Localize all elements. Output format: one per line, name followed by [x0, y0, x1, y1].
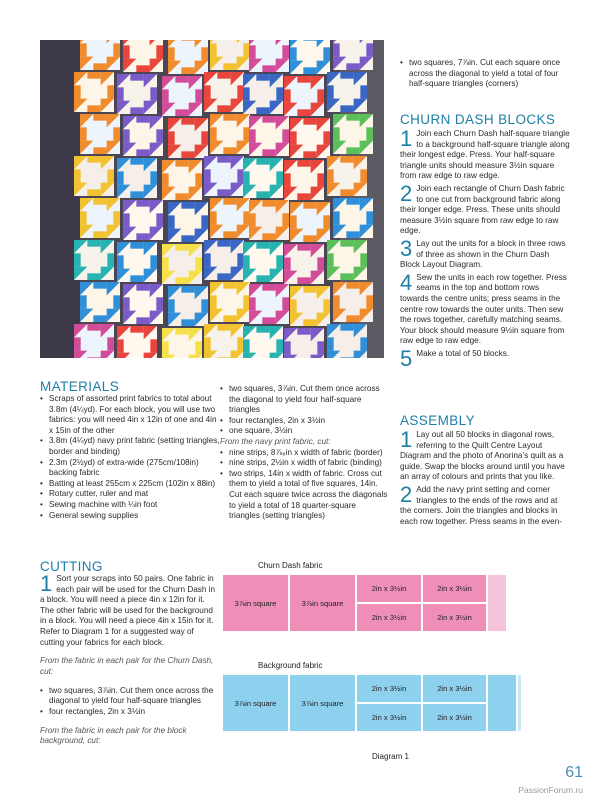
list-item: • Scraps of assorted print fabrics to total about 3.8m (4¼yd). For each block, you will use two fabrics: you will need 4in x 12in of one and 4in x 15in of the other	[40, 394, 220, 436]
quilt-block	[327, 72, 367, 112]
quilt-block	[327, 156, 367, 196]
square-piece: 3⅞in square	[289, 674, 356, 732]
materials-list	[40, 394, 220, 521]
quilt-block	[123, 200, 163, 240]
fabric-remainder	[517, 674, 522, 732]
cutting-section	[40, 559, 216, 755]
navy-note: From the navy print fabric, cut:	[220, 436, 331, 446]
quilt-block	[249, 284, 289, 324]
page-number: 61	[565, 764, 583, 781]
cutting-step-1	[40, 571, 216, 648]
rect-piece: 2in x 3½in	[422, 674, 487, 703]
quilt-block	[162, 244, 202, 284]
step-number: 2	[400, 180, 413, 206]
quilt-block	[284, 76, 324, 116]
quilt-block	[210, 114, 250, 154]
watermark: PassionForum.ru	[518, 785, 583, 795]
diagram-caption: Diagram 1	[372, 752, 409, 761]
quilt-block	[290, 40, 330, 74]
cutting-note-1: From the fabric in each pair for the Churn Dash, cut:	[40, 656, 214, 676]
rect-piece: 2in x 3½in	[356, 574, 422, 603]
quilt-block	[210, 282, 250, 322]
quilt-block	[117, 158, 157, 198]
churn-step-5	[400, 345, 570, 371]
quilt-block	[249, 116, 289, 156]
list-item: • four rectangles, 2in x 3½in	[40, 707, 216, 718]
quilt-block	[162, 328, 202, 358]
step-text: Sew the units in each row together. Press seams in the top and bottom rows towards the centre units; press seams in the centre row towards the outer units. Then sew the rows together, carefully matching seams. Your block should measure 9½in square from raw edge to raw edge.	[400, 272, 567, 346]
materials-section	[40, 379, 220, 521]
step-number: 1	[400, 427, 413, 452]
quilt-block	[210, 40, 250, 70]
quilt-block	[168, 40, 208, 74]
list-item: • nine strips, 2½in x width of fabric (binding)	[220, 458, 388, 469]
rect-piece: 2in x 3½in	[356, 603, 422, 632]
quilt-block	[74, 240, 114, 280]
quilt-block	[333, 40, 373, 70]
quilt-block	[204, 156, 244, 196]
quilt-block	[80, 114, 120, 154]
quilt-block	[249, 200, 289, 240]
churn-step-2	[400, 180, 570, 237]
quilt-block	[204, 72, 244, 112]
assembly-step-1	[400, 427, 570, 483]
step-number: 1	[400, 126, 413, 151]
quilt-block	[168, 118, 208, 158]
square-piece: 3⅞in square	[222, 674, 289, 732]
list-item: • Rotary cutter, ruler and mat	[40, 489, 220, 500]
materials-heading: MATERIALS	[40, 379, 120, 394]
step-text: Sort your scraps into 50 pairs. One fabric in each pair will be used for the Churn Dash in a block. You will need a piece 4in x 12in for it. The other fabric will be used for the background in a block. You will need a piece 4in x 15in for it. Refer to Diagram 1 for a suggested way of cutting your fabrics for each block.	[40, 574, 216, 647]
list-item: • Sewing machine with ¼in foot	[40, 500, 220, 511]
quilt-block	[210, 198, 250, 238]
quilt-block	[80, 198, 120, 238]
diagram-1	[222, 558, 522, 768]
quilt-block	[80, 282, 120, 322]
list-item: • two squares, 3⅞in. Cut them once across the diagonal to yield four half-square triangles	[220, 384, 388, 416]
list-item: • 3.8m (4¼yd) navy print fabric (setting triangles, border and binding)	[40, 436, 220, 457]
quilt-block	[284, 244, 324, 284]
step-number: 1	[40, 571, 53, 596]
quilt-block	[204, 324, 244, 358]
quilt-block	[243, 74, 283, 114]
churn-step-1	[400, 126, 570, 182]
square-piece: 3⅞in square	[222, 574, 289, 632]
churn-step-4	[400, 269, 570, 347]
rect-piece: 2in x 3½in	[422, 603, 487, 632]
list-item: • 2.3m (2½yd) of extra-wide (275cm/108in) backing fabric	[40, 458, 220, 479]
rect-piece: 2in x 3½in	[422, 703, 487, 732]
step-number: 3	[400, 235, 413, 261]
quilt-block	[243, 158, 283, 198]
rect-piece: 2in x 3½in	[422, 574, 487, 603]
quilt-block	[123, 284, 163, 324]
quilt-block	[290, 118, 330, 158]
churn-step-3	[400, 235, 570, 271]
quilt-illustration	[40, 40, 384, 358]
background-fabric-label: Background fabric	[258, 661, 323, 670]
quilt-block	[162, 160, 202, 200]
list-item: • four rectangles, 2in x 3½in	[220, 416, 388, 427]
list-item: • General sewing supplies	[40, 511, 220, 522]
churn-dash-heading: CHURN DASH BLOCKS	[400, 112, 556, 127]
quilt-block	[243, 326, 283, 358]
quilt-block	[333, 198, 373, 238]
quilt-block	[290, 286, 330, 326]
cutting-heading: CUTTING	[40, 559, 103, 574]
quilt-block	[117, 326, 157, 358]
quilt-block	[117, 242, 157, 282]
quilt-block	[333, 282, 373, 322]
assembly-step-2	[400, 481, 570, 527]
quilt-block	[117, 74, 157, 114]
quilt-block	[74, 72, 114, 112]
rect-piece: 2in x 3½in	[356, 703, 422, 732]
square-piece-small	[487, 674, 517, 732]
list-item: • two squares, 3⅞in. Cut them once across the diagonal to yield four half-square triangles	[40, 686, 216, 707]
step-text: Lay out all 50 blocks in diagonal rows, referring to the Quilt Centre Layout Diagram and the photo of Anorina’s quilt as a guide. Swap the blocks around until you have an array of colours and prints that you like.	[400, 430, 565, 482]
quilt-block	[168, 202, 208, 242]
quilt-block	[327, 240, 367, 280]
quilt-photo	[40, 40, 384, 358]
rect-piece: 2in x 3½in	[356, 674, 422, 703]
quilt-block	[162, 76, 202, 116]
step-text: Lay out the units for a block in three rows of three as shown in the Churn Dash Block Layout Diagram.	[400, 238, 566, 270]
assembly-section	[400, 413, 570, 527]
quilt-block	[74, 324, 114, 358]
materials-continued	[220, 384, 388, 522]
step-text: Make a total of 50 blocks.	[416, 348, 510, 358]
list-item: • Batting at least 255cm x 225cm (102in x 88in)	[40, 479, 220, 490]
list-item: • one square, 3½in	[220, 426, 388, 437]
corners-item	[400, 58, 568, 90]
fabric-remainder	[487, 574, 507, 632]
quilt-block	[80, 40, 120, 70]
quilt-block	[249, 40, 289, 72]
quilt-block	[327, 324, 367, 358]
square-piece: 3⅞in square	[289, 574, 356, 632]
quilt-block	[123, 116, 163, 156]
step-text: Join each rectangle of Churn Dash fabric to one cut from background fabric along their longer edge. Press. These units should measure 3½in square from raw edge to raw edge.	[400, 183, 565, 236]
quilt-block	[123, 40, 163, 72]
list-item: • two squares, 7⅞in. Cut each square once across the diagonal to yield a total of four half-square triangles (corners)	[400, 58, 568, 90]
list-item: • two strips, 14in x width of fabric. Cross cut them to yield a total of five squares, 14in. Cut each square twice across the diagonals to yield a total of 18 quarter-square triangles (setting triangles)	[220, 469, 388, 522]
step-text: Join each Churn Dash half-square triangle to a background half-square triangle along their longest edge. Press. Your half-square triangle units should measure 3½in square from raw edge to raw edge.	[400, 129, 570, 181]
step-number: 4	[400, 269, 413, 295]
quilt-block	[284, 328, 324, 358]
step-number: 2	[400, 481, 413, 507]
quilt-block	[290, 202, 330, 242]
quilt-block	[74, 156, 114, 196]
quilt-block	[243, 242, 283, 282]
quilt-block	[168, 286, 208, 326]
step-number: 5	[400, 345, 413, 371]
quilt-block	[204, 240, 244, 280]
assembly-heading: ASSEMBLY	[400, 413, 475, 428]
cutting-note-2: From the fabric in each pair for the block background, cut:	[40, 725, 187, 746]
list-item: • nine strips, 8⅞₈in x width of fabric (border)	[220, 448, 388, 459]
quilt-block	[284, 160, 324, 200]
step-text: Add the navy print setting and corner triangles to the ends of the rows and at the corners. Join the triangles and blocks in each row together. Press seams in the even-	[400, 484, 563, 526]
churn-dash-section	[400, 112, 570, 371]
quilt-block	[333, 114, 373, 154]
churn-dash-fabric-label: Churn Dash fabric	[258, 561, 323, 570]
